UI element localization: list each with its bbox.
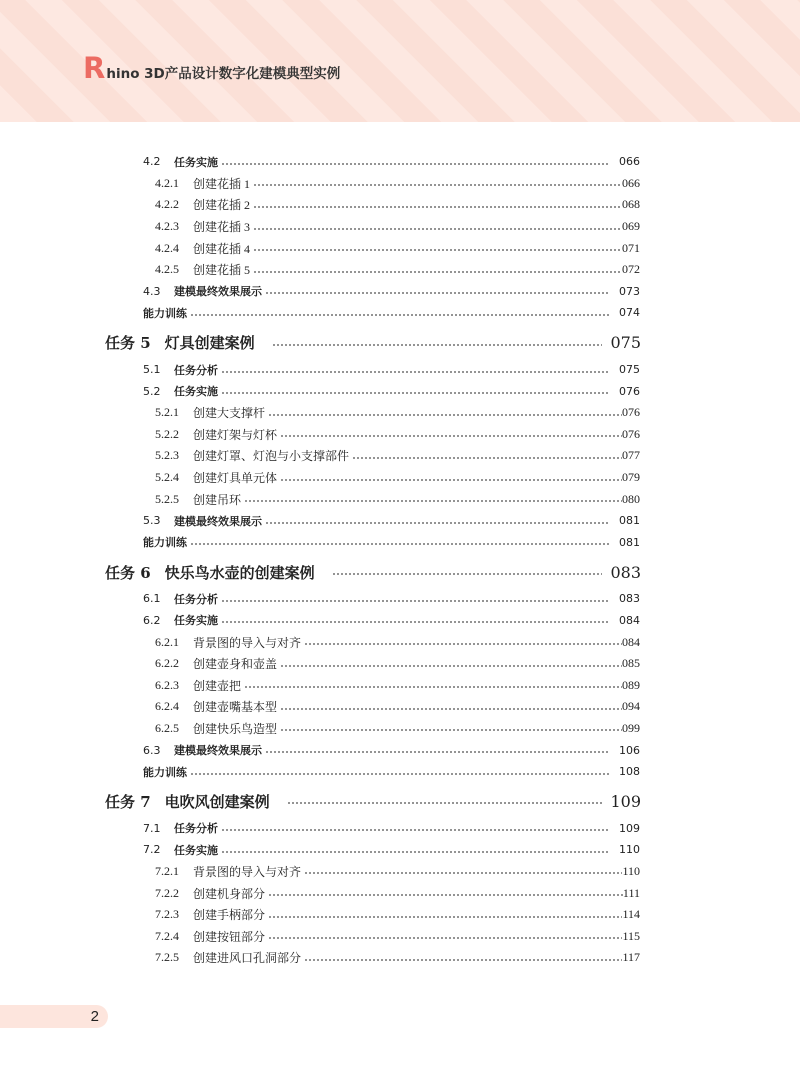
toc-entry[interactable]	[0, 216, 640, 238]
toc-chapter-entry[interactable]	[0, 786, 641, 816]
entry-number: 5.2.5	[155, 491, 179, 506]
entry-title: 任务实施	[174, 155, 218, 169]
entry-title: 创建花插 5	[193, 263, 251, 278]
toc-entry[interactable]	[0, 739, 640, 761]
entry-page: 076	[622, 405, 640, 420]
entry-number: 7.2	[143, 843, 161, 857]
dot-leader	[280, 665, 622, 667]
entry-title: 任务实施	[174, 385, 218, 399]
toc-entry[interactable]	[0, 817, 640, 839]
dot-leader	[280, 729, 622, 731]
toc-entry[interactable]	[0, 259, 640, 281]
dot-leader	[221, 600, 609, 602]
dot-leader	[268, 894, 623, 896]
entry-page: 083	[619, 592, 640, 606]
entry-title: 快乐鸟水壶的创建案例	[164, 563, 315, 582]
entry-title: 背景图的导入与对齐	[193, 864, 302, 879]
entry-page: 075	[619, 363, 640, 377]
toc-entry[interactable]	[0, 904, 640, 926]
toc-entry[interactable]	[0, 194, 640, 216]
dot-leader	[280, 435, 622, 437]
page-number: 2	[0, 1005, 108, 1028]
entry-number: 6.2.3	[155, 677, 179, 692]
entry-title: 建模最终效果展示	[174, 744, 262, 758]
entry-page: 106	[619, 743, 640, 757]
entry-page: 073	[619, 284, 640, 298]
entry-number: 6.2	[143, 613, 161, 627]
dot-leader	[221, 829, 609, 831]
entry-title: 创建快乐鸟造型	[193, 721, 278, 736]
entry-title: 能力训练	[143, 536, 187, 550]
entry-title: 任务实施	[174, 843, 218, 857]
entry-page: 111	[622, 885, 640, 900]
book-title-rest: hino 3D产品设计数字化建模典型实例	[106, 66, 341, 82]
entry-number: 任务 7	[105, 792, 151, 811]
entry-number: 5.2.4	[155, 470, 179, 485]
toc-entry[interactable]	[0, 467, 640, 489]
toc-entry[interactable]	[0, 925, 640, 947]
toc-entry[interactable]	[0, 445, 640, 467]
entry-page: 084	[622, 634, 640, 649]
dot-leader	[253, 271, 622, 273]
entry-title: 创建手柄部分	[193, 908, 266, 923]
entry-number: 5.2.1	[155, 405, 179, 420]
entry-page: 072	[622, 262, 640, 277]
entry-page: 089	[622, 677, 640, 692]
entry-page: 094	[622, 699, 640, 714]
dot-leader	[221, 621, 609, 623]
entry-page: 077	[622, 448, 640, 463]
entry-page: 110	[619, 843, 640, 857]
toc-entry[interactable]	[0, 696, 640, 718]
dot-leader	[190, 773, 609, 775]
toc-entry[interactable]	[0, 631, 640, 653]
entry-title: 任务分析	[174, 592, 218, 606]
dot-leader	[253, 206, 622, 208]
entry-page: 069	[622, 219, 640, 234]
entry-page: 075	[610, 333, 641, 353]
entry-page: 084	[619, 613, 640, 627]
entry-title: 创建大支撑杆	[193, 406, 266, 421]
toc-entry[interactable]	[0, 488, 640, 510]
entry-title: 创建灯架与灯杯	[193, 427, 278, 442]
entry-title: 任务实施	[174, 614, 218, 628]
dot-leader	[280, 479, 622, 481]
entry-page: 110	[622, 863, 640, 878]
dot-leader	[272, 344, 603, 346]
entry-number: 4.2.3	[155, 219, 179, 234]
entry-number: 5.2.2	[155, 426, 179, 441]
dot-leader	[304, 643, 622, 645]
entry-title: 建模最终效果展示	[174, 285, 262, 299]
dot-leader	[287, 802, 603, 804]
book-title-initial: R	[83, 51, 106, 85]
toc-entry[interactable]	[0, 882, 640, 904]
entry-number: 7.2.3	[155, 907, 179, 922]
toc-entry[interactable]	[0, 281, 640, 303]
entry-number: 6.2.5	[155, 720, 179, 735]
entry-number: 7.2.2	[155, 885, 179, 900]
entry-title: 创建灯具单元体	[193, 471, 278, 486]
dot-leader	[253, 228, 622, 230]
entry-page: 115	[622, 928, 640, 943]
entry-title: 创建机身部分	[193, 886, 266, 901]
entry-page: 079	[622, 470, 640, 485]
toc-entry[interactable]	[0, 510, 640, 532]
entry-title: 建模最终效果展示	[174, 514, 262, 528]
entry-number: 7.2.5	[155, 950, 179, 965]
entry-page: 066	[619, 155, 640, 169]
entry-number: 6.2.4	[155, 699, 179, 714]
dot-leader	[221, 392, 609, 394]
dot-leader	[190, 543, 609, 545]
toc-entry[interactable]	[0, 237, 640, 259]
entry-page: 114	[622, 907, 640, 922]
entry-title: 任务分析	[174, 822, 218, 836]
toc-chapter-entry[interactable]	[0, 328, 641, 358]
toc-entry[interactable]	[0, 173, 640, 195]
entry-number: 4.2.1	[155, 175, 179, 190]
entry-page: 071	[622, 240, 640, 255]
entry-page: 080	[622, 491, 640, 506]
dot-leader	[265, 292, 609, 294]
toc-entry[interactable]	[0, 761, 640, 783]
entry-title: 创建吊环	[193, 492, 242, 507]
toc-entry[interactable]	[0, 839, 640, 861]
entry-page: 076	[622, 426, 640, 441]
entry-number: 5.1	[143, 363, 161, 377]
dot-leader	[268, 414, 622, 416]
toc-entry[interactable]	[0, 610, 640, 632]
entry-number: 4.2.4	[155, 240, 179, 255]
dot-leader	[253, 249, 622, 251]
dot-leader	[332, 573, 603, 575]
toc-entry[interactable]	[0, 947, 640, 969]
entry-page: 068	[622, 197, 640, 212]
dot-leader	[268, 916, 622, 918]
entry-title: 创建壶把	[193, 678, 242, 693]
entry-title: 任务分析	[174, 363, 218, 377]
toc-entry[interactable]	[0, 302, 640, 324]
entry-number: 4.2.2	[155, 197, 179, 212]
entry-page: 109	[610, 791, 641, 811]
entry-number: 5.2.3	[155, 448, 179, 463]
dot-leader	[304, 872, 622, 874]
dot-leader	[268, 937, 622, 939]
entry-title: 创建花插 2	[193, 198, 251, 213]
entry-number: 6.2.2	[155, 656, 179, 671]
toc-entry[interactable]	[0, 674, 640, 696]
entry-page: 074	[619, 306, 640, 320]
entry-page: 099	[622, 720, 640, 735]
entry-page: 081	[619, 514, 640, 528]
dot-leader	[265, 751, 609, 753]
entry-number: 任务 6	[105, 563, 151, 582]
toc-entry[interactable]	[0, 151, 640, 173]
entry-number: 7.1	[143, 821, 161, 835]
entry-title: 创建灯罩、灯泡与小支撑部件	[193, 449, 350, 464]
entry-number: 任务 5	[105, 334, 151, 353]
entry-number: 6.3	[143, 743, 161, 757]
toc-entry[interactable]	[0, 588, 640, 610]
dot-leader	[280, 708, 622, 710]
toc-entry[interactable]	[0, 532, 640, 554]
dot-leader	[221, 163, 609, 165]
dot-leader	[304, 959, 622, 961]
entry-title: 创建花插 1	[193, 176, 251, 191]
entry-number: 4.3	[143, 284, 161, 298]
book-title	[83, 51, 341, 85]
entry-number: 5.3	[143, 514, 161, 528]
entry-number: 6.2.1	[155, 634, 179, 649]
entry-page: 081	[619, 535, 640, 549]
entry-title: 创建壶嘴基本型	[193, 700, 278, 715]
toc-entry[interactable]	[0, 653, 640, 675]
toc-entry[interactable]	[0, 424, 640, 446]
entry-title: 创建按钮部分	[193, 929, 266, 944]
entry-number: 4.2.5	[155, 262, 179, 277]
toc-entry[interactable]	[0, 380, 640, 402]
entry-title: 创建花插 3	[193, 220, 251, 235]
dot-leader	[265, 522, 609, 524]
entry-page: 076	[619, 384, 640, 398]
dot-leader	[352, 457, 622, 459]
toc-chapter-entry[interactable]	[0, 557, 641, 587]
entry-title: 创建壶身和壶盖	[193, 657, 278, 672]
dot-leader	[244, 686, 622, 688]
entry-page: 117	[622, 950, 640, 965]
entry-title: 电吹风创建案例	[164, 792, 270, 811]
entry-number: 7.2.4	[155, 928, 179, 943]
entry-title: 能力训练	[143, 306, 187, 320]
toc-entry[interactable]	[0, 861, 640, 883]
entry-page: 108	[619, 765, 640, 779]
table-of-contents	[0, 151, 800, 969]
toc-entry[interactable]	[0, 359, 640, 381]
dot-leader	[221, 371, 609, 373]
entry-page: 109	[619, 821, 640, 835]
dot-leader	[253, 184, 622, 186]
dot-leader	[244, 500, 622, 502]
entry-title: 灯具创建案例	[164, 334, 255, 353]
entry-page: 085	[622, 656, 640, 671]
entry-number: 5.2	[143, 384, 161, 398]
entry-number: 6.1	[143, 592, 161, 606]
toc-entry[interactable]	[0, 718, 640, 740]
entry-title: 背景图的导入与对齐	[193, 635, 302, 650]
entry-title: 创建进风口孔洞部分	[193, 951, 302, 966]
toc-entry[interactable]	[0, 402, 640, 424]
entry-page: 083	[610, 562, 641, 582]
entry-page: 066	[622, 175, 640, 190]
dot-leader	[221, 851, 609, 853]
page-header	[0, 0, 800, 122]
entry-number: 7.2.1	[155, 863, 179, 878]
dot-leader	[190, 314, 609, 316]
entry-title: 能力训练	[143, 765, 187, 779]
entry-number: 4.2	[143, 155, 161, 169]
entry-title: 创建花插 4	[193, 241, 251, 256]
